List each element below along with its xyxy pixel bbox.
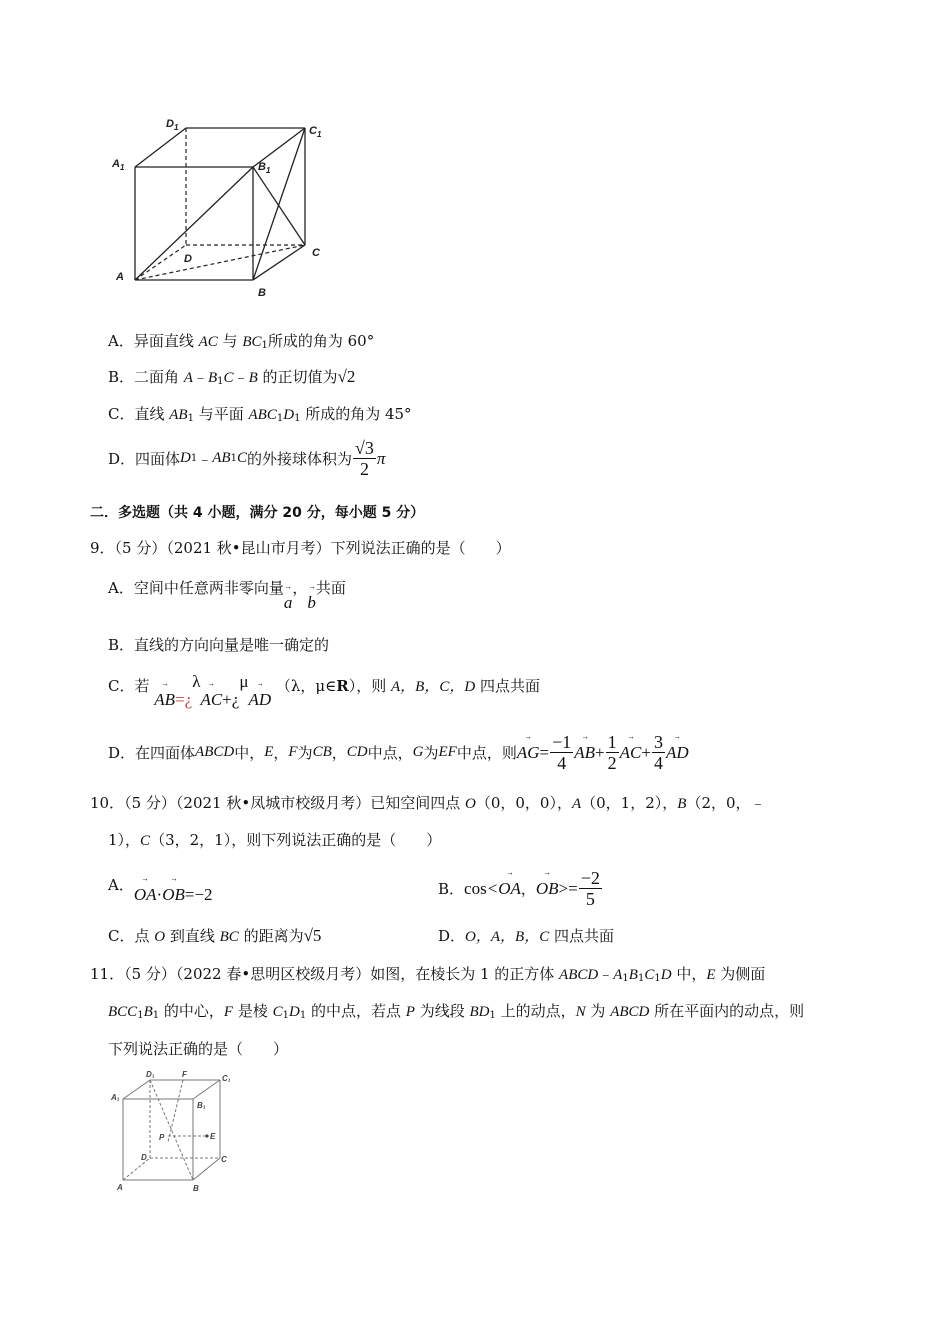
q9-stem: 9．（5 分）（2021 秋•昆山市月考）下列说法正确的是（ ） — [90, 539, 511, 557]
fraction-sqrt3-over-2: $\frac{√3}{2}$ — [355, 438, 374, 479]
label-B1: $B_1$ — [258, 161, 271, 175]
q11-stem-line2: $BCC_1B_1$ 的中心，F 是棱 $C_1D_1$ 的中点，若点 P 为线段 $BD_1$ 上的动点，N 为 ABCD 所在平面内的动点，则 — [108, 1002, 805, 1021]
q8-option-b: B．二面角 $A﹣B_1C﹣B$ 的正切值为√2 — [108, 367, 356, 387]
q10-stem-line1: 10．（5 分）（2021 秋•凤城市校级月考）已知空间四点 O（0，0，0），A（0，1，2），B（2，0，﹣ — [90, 794, 766, 812]
svg-text:A: A — [117, 1183, 123, 1192]
svg-text:B₁: B₁ — [197, 1101, 206, 1110]
svg-text:C₁: C₁ — [222, 1074, 231, 1083]
q11-stem-line3: 下列说法正确的是（ ） — [108, 1040, 289, 1058]
q9-option-a: A．空间中任意两非零向量→ a，→ b共面 — [108, 577, 346, 598]
q11-stem-line1: 11．（5 分）（2022 春•思明区校级月考）如图，在棱长为 1 的正方体 $ABCD﹣A_1B_1C_1D$ 中，E 为侧面 — [90, 965, 766, 984]
label-A: A — [116, 271, 124, 283]
q10-option-c: C．点 O 到直线 BC 的距离为√5 — [108, 926, 322, 945]
label-C: C — [312, 247, 320, 259]
label-D1: $D_1$ — [166, 118, 179, 132]
q10-option-b: B． cos < → OA ， → OB >= $\frac{-2}{5}$ — [438, 868, 603, 909]
svg-text:D: D — [141, 1153, 147, 1162]
q9-option-d: D．在四面体 ABCD 中， E ， F 为 CB ， CD 中点， G 为 EF 中点，则 → AG = $\frac{-1}{4}$ → AB + $\frac{1}{2}$ → AC + $\frac{3}{4}$ → AD — [108, 732, 689, 773]
cube-figure-2 — [108, 1070, 238, 1195]
q9-option-b: B．直线的方向向量是唯一确定的 — [108, 636, 330, 654]
label-D: D — [184, 253, 192, 265]
svg-text:P: P — [159, 1133, 165, 1142]
svg-text:E: E — [210, 1132, 216, 1141]
q8-option-d: D．四面体 D 1 ﹣ AB 1 C 的外接球体积为 $\frac{√3}{2}$ π — [108, 438, 386, 479]
label-C1: $C_1$ — [309, 125, 322, 139]
q10-stem-line2: 1），C（3，2，1），则下列说法正确的是（ ） — [108, 831, 442, 849]
q9-option-c: C．若 → AB=¿λ→ AC+¿μ→ AD （λ，μ∈R），则 A，B，C，D 四点共面 — [108, 675, 540, 696]
cube-figure-1 — [100, 110, 340, 305]
section-title: 二．多选题（共 4 小题，满分 20 分，每小题 5 分） — [90, 505, 425, 521]
q8-option-a: A．异面直线 AC 与 $BC_1$所成的角为 60° — [108, 332, 375, 351]
svg-text:F: F — [182, 1070, 187, 1079]
svg-text:D₁: D₁ — [146, 1070, 155, 1079]
q8-option-c: C．直线 $AB_1$ 与平面 $ABC_1D_1$ 所成的角为 45° — [108, 405, 412, 424]
svg-text:B: B — [193, 1184, 199, 1193]
svg-text:C: C — [221, 1155, 227, 1164]
label-A1: $A_1$ — [112, 158, 125, 172]
label-B: B — [258, 287, 266, 299]
svg-text:A₁: A₁ — [111, 1093, 120, 1102]
q10-option-d: D．O，A，B，C 四点共面 — [438, 927, 614, 945]
q10-option-a: A．→ OA·→ OB=−2 — [108, 874, 213, 895]
